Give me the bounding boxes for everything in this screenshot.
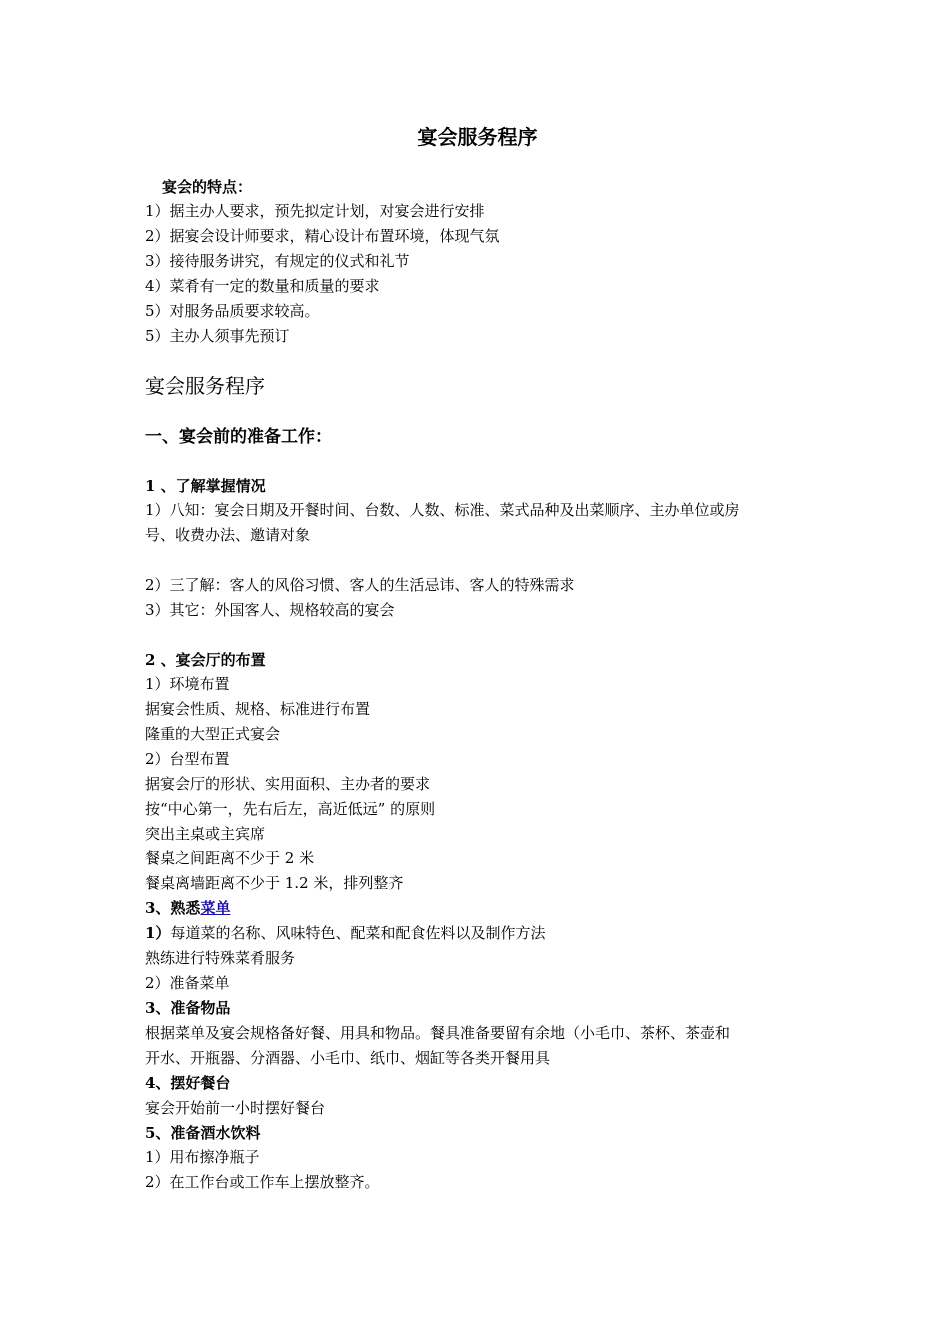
doc-title: 宴会服务程序 (417, 125, 538, 149)
s1-p3: 3）其它：外国客人、规格较高的宴会 (145, 601, 395, 619)
s6-heading: 5、准备酒水饮料 (145, 1124, 261, 1142)
s2-line: 据宴会性质、规格、标准进行布置 (145, 700, 371, 718)
s3-p2: 熟练进行特殊菜肴服务 (145, 949, 296, 967)
s1-p2: 2）三了解：客人的风俗习惯、客人的生活忌讳、客人的特殊需求 (145, 576, 575, 594)
s2-line: 1）环境布置 (145, 675, 230, 693)
s2-line: 据宴会厅的形状、实用面积、主办者的要求 (145, 775, 431, 793)
s5-line1: 宴会开始前一小时摆好餐台 (145, 1099, 326, 1117)
section-title: 宴会服务程序 (145, 374, 265, 398)
feature-item-6: 5）主办人须事先预订 (145, 327, 290, 345)
s1-p1-line1: 1）八知：宴会日期及开餐时间、台数、人数、标准、菜式品种及出菜顺序、主办单位或房 (145, 501, 740, 519)
s2-line: 隆重的大型正式宴会 (145, 725, 281, 743)
s4-line2: 开水、开瓶器、分酒器、小毛巾、纸巾、烟缸等各类开餐用具 (145, 1049, 551, 1067)
s3-p1 (145, 923, 545, 943)
s6-line1: 1）用布擦净瓶子 (145, 1148, 260, 1166)
s3-heading-prefix: 3、熟悉 (145, 899, 201, 917)
s2-line: 2）台型布置 (145, 750, 230, 768)
s2-line: 按“中心第一，先右后左，高近低远” 的原则 (145, 800, 436, 818)
feature-item-4: 4）菜肴有一定的数量和质量的要求 (145, 277, 380, 295)
s3-p1-text: 每道菜的名称、风味特色、配菜和配食佐料以及制作方法 (170, 924, 546, 942)
feature-item-3: 3）接待服务讲究，有规定的仪式和礼节 (145, 252, 410, 270)
feature-item-5: 5）对服务品质要求较高。 (145, 302, 320, 320)
s4-line1: 根据菜单及宴会规格备好餐、用具和物品。餐具准备要留有余地（小毛巾、茶杯、茶壶和 (145, 1024, 731, 1042)
part1-title: 一、宴会前的准备工作： (145, 427, 332, 447)
feature-item-1: 1）据主办人要求，预先拟定计划，对宴会进行安排 (145, 202, 485, 220)
s2-line: 突出主桌或主宾席 (145, 825, 266, 843)
s1-p1-line2: 号、收费办法、邀请对象 (145, 526, 311, 544)
s4-heading: 3、准备物品 (145, 999, 231, 1017)
s2-line: 餐桌之间距离不少于 2 米 (145, 849, 315, 867)
s6-line2: 2）在工作台或工作车上摆放整齐。 (145, 1173, 380, 1191)
s5-heading: 4、摆好餐台 (145, 1074, 231, 1092)
features-heading: 宴会的特点： (162, 178, 253, 196)
s1-heading: 1 、了解掌握情况 (145, 477, 266, 495)
s3-p1-num: 1） (145, 924, 171, 942)
feature-item-2: 2）据宴会设计师要求，精心设计布置环境，体现气氛 (145, 227, 500, 245)
s2-heading: 2 、宴会厅的布置 (145, 651, 266, 669)
menu-link[interactable]: 菜单 (200, 899, 231, 917)
s3-p3: 2）准备菜单 (145, 974, 230, 992)
s2-line: 餐桌离墙距离不少于 1.2 米，排列整齐 (145, 874, 404, 892)
s3-heading (145, 898, 230, 918)
